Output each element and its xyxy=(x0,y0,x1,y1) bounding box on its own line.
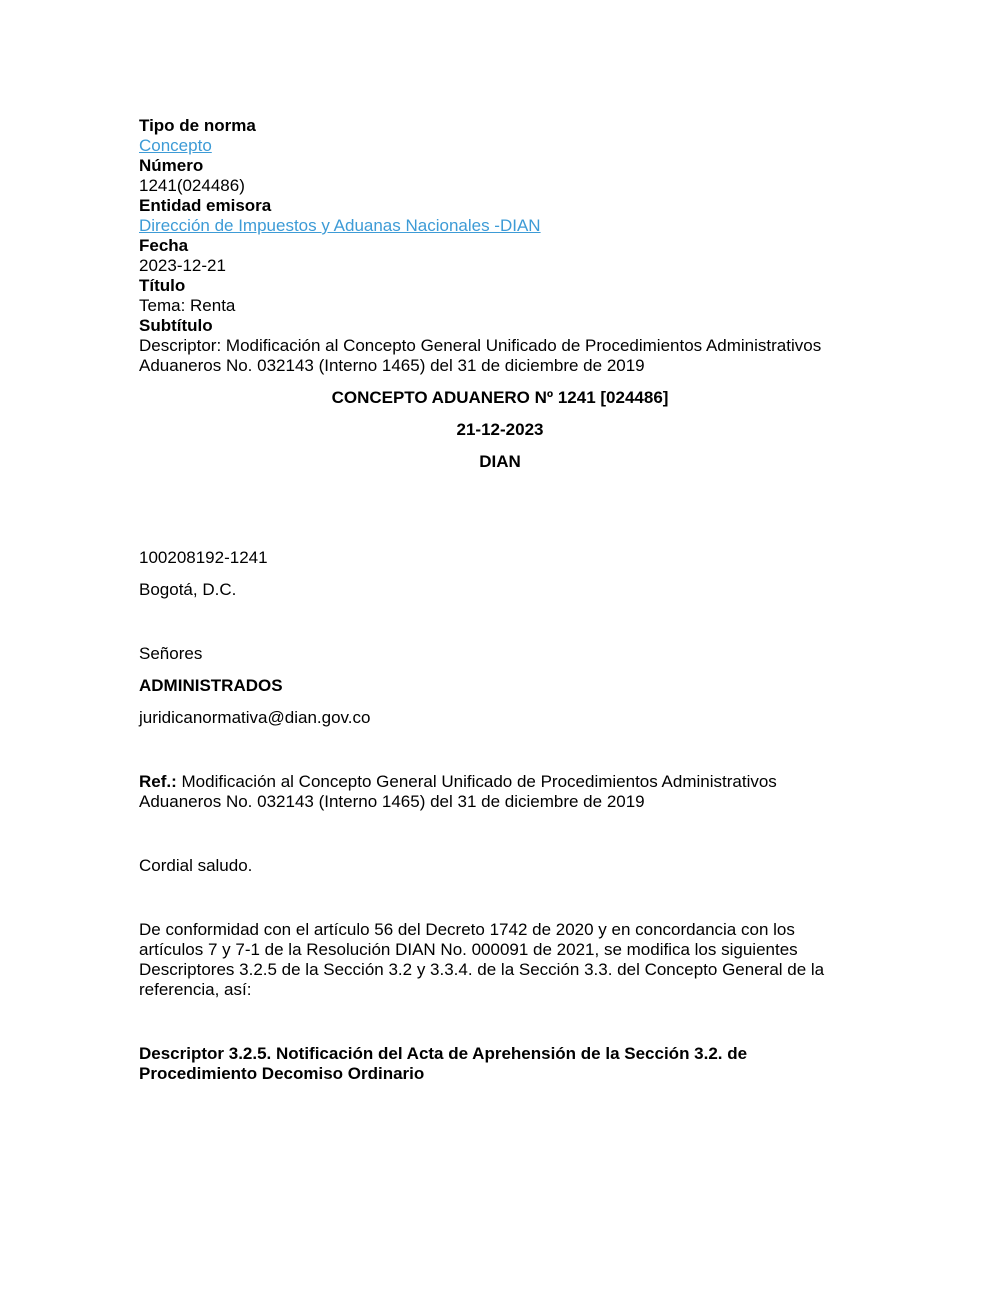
recipient: ADMINISTRADOS xyxy=(139,676,283,695)
concept-entity: DIAN xyxy=(479,452,521,471)
entidad-link[interactable]: Dirección de Impuestos y Aduanas Nacionales -DIAN xyxy=(139,216,541,235)
recipient-email: juridicanormativa@dian.gov.co xyxy=(139,708,371,727)
titulo-label: Título xyxy=(139,276,186,295)
subtitulo-value: Descriptor: Modificación al Concepto General Unificado de Procedimientos Administrativos Aduaneros No. 032143 (Interno 1465) del 31 de diciembre de 2019 xyxy=(139,336,822,375)
numero-label: Número xyxy=(139,156,204,175)
document-content xyxy=(139,116,861,1084)
reference-paragraph xyxy=(139,772,861,812)
tipo-norma-label: Tipo de norma xyxy=(139,116,256,135)
descriptor-heading: Descriptor 3.2.5. Notificación del Acta de Aprehensión de la Sección 3.2. de Procedimiento Decomiso Ordinario xyxy=(139,1044,748,1083)
greeting: Cordial saludo. xyxy=(139,856,253,875)
letter-city: Bogotá, D.C. xyxy=(139,580,237,599)
fecha-label: Fecha xyxy=(139,236,189,255)
salutation-to: Señores xyxy=(139,644,203,663)
concept-date: 21-12-2023 xyxy=(456,420,544,439)
titulo-value: Tema: Renta xyxy=(139,296,236,315)
tipo-norma-link[interactable]: Concepto xyxy=(139,136,212,155)
radicado-number: 100208192-1241 xyxy=(139,548,268,567)
concept-title: CONCEPTO ADUANERO Nº 1241 [024486] xyxy=(331,388,669,407)
reference-text: Modificación al Concepto General Unificado de Procedimientos Administrativos Aduaneros No. 032143 (Interno 1465) del 31 de diciembre de 2019 xyxy=(139,772,777,811)
fecha-value: 2023-12-21 xyxy=(139,256,226,275)
metadata-block xyxy=(139,116,861,376)
numero-value: 1241(024486) xyxy=(139,176,245,195)
body-paragraph: De conformidad con el artículo 56 del Decreto 1742 de 2020 y en concordancia con los artículos 7 y 7-1 de la Resolución DIAN No. 000091 de 2021, se modifica los siguientes Descriptores 3.2.5 de la Sección 3.2 y 3.3.4. de la Sección 3.3. del Concepto General de la referencia, así: xyxy=(139,920,825,999)
entidad-label: Entidad emisora xyxy=(139,196,272,215)
subtitulo-label: Subtítulo xyxy=(139,316,213,335)
reference-label: Ref.: xyxy=(139,772,177,791)
